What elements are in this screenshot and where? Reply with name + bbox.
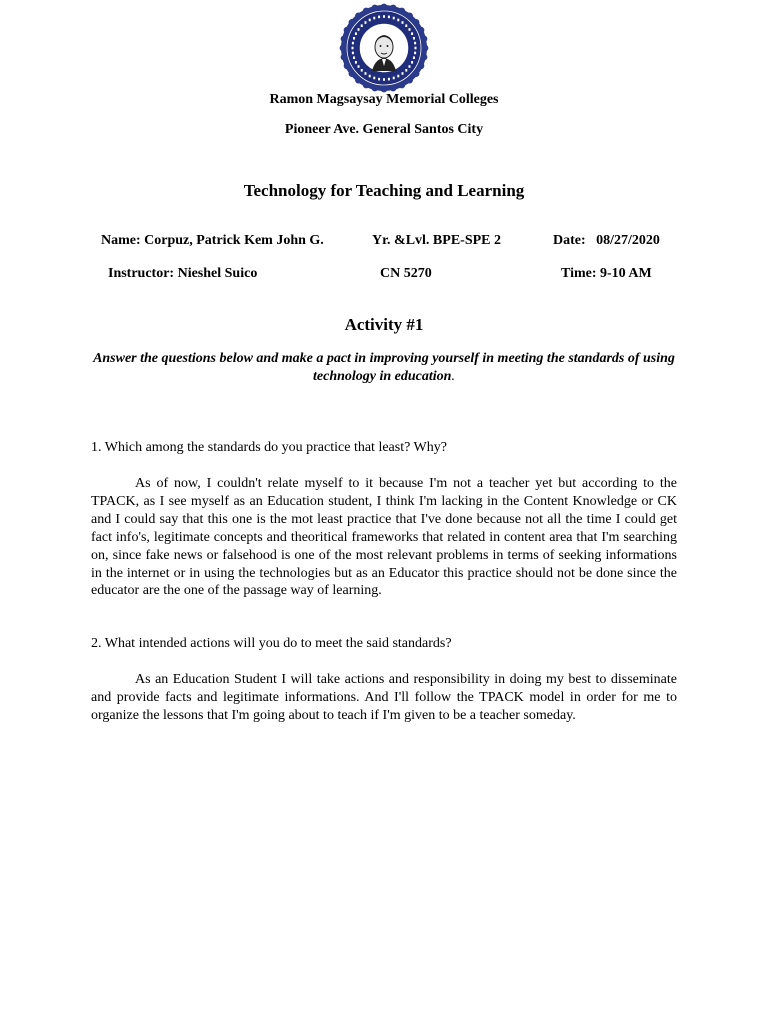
activity-instructions — [90, 350, 678, 386]
class-time: Time: 9-10 AM — [561, 266, 652, 281]
school-seal-logo — [339, 3, 429, 93]
year-level: Yr. &Lvl. BPE-SPE 2 — [372, 233, 501, 248]
school-name: Ramon Magsaysay Memorial Colleges — [269, 92, 499, 107]
instructions-text: Answer the questions below and make a pact in improving yourself in meeting the standards of using technology in education — [93, 351, 675, 384]
question-1: 1. Which among the standards do you practice that least? Why? — [91, 440, 447, 455]
question-2: 2. What intended actions will you do to meet the said standards? — [91, 636, 452, 651]
activity-title: Activity #1 — [344, 315, 424, 334]
course-title: Technology for Teaching and Learning — [243, 181, 525, 200]
answer-1: As of now, I couldn't relate myself to it because I'm not a teacher yet but according to the TPACK, as I see myself as an Education student, I think I'm lacking in the Content Knowledge or CK and I could say that this one is the mot least practice that I've done because not all the time I could get fact info's, legitimate concepts and theoritical frameworks that related in content area that I'm searching on, since fake news or falsehood is one of the most relevant problems in terms of seeking informations in the internet or in using the technologies but as an Educator this practice should not be done since the educator are the one of the passage way of learning. — [91, 476, 677, 599]
instructor-name: Instructor: Nieshel Suico — [108, 266, 258, 281]
answer-2: As an Education Student I will take actions and responsibility in doing my best to disseminate and provide facts and legitimate informations. And I'll follow the TPACK model in order for me to organize the lessons that I'm going about to teach if I'm given to be a teacher someday. — [91, 672, 677, 723]
school-address: Pioneer Ave. General Santos City — [284, 122, 484, 137]
class-number: CN 5270 — [380, 266, 432, 281]
student-name: Name: Corpuz, Patrick Kem John G. — [101, 233, 324, 248]
date-field: Date: 08/27/2020 — [553, 233, 660, 248]
instructions-period: . — [451, 369, 455, 384]
